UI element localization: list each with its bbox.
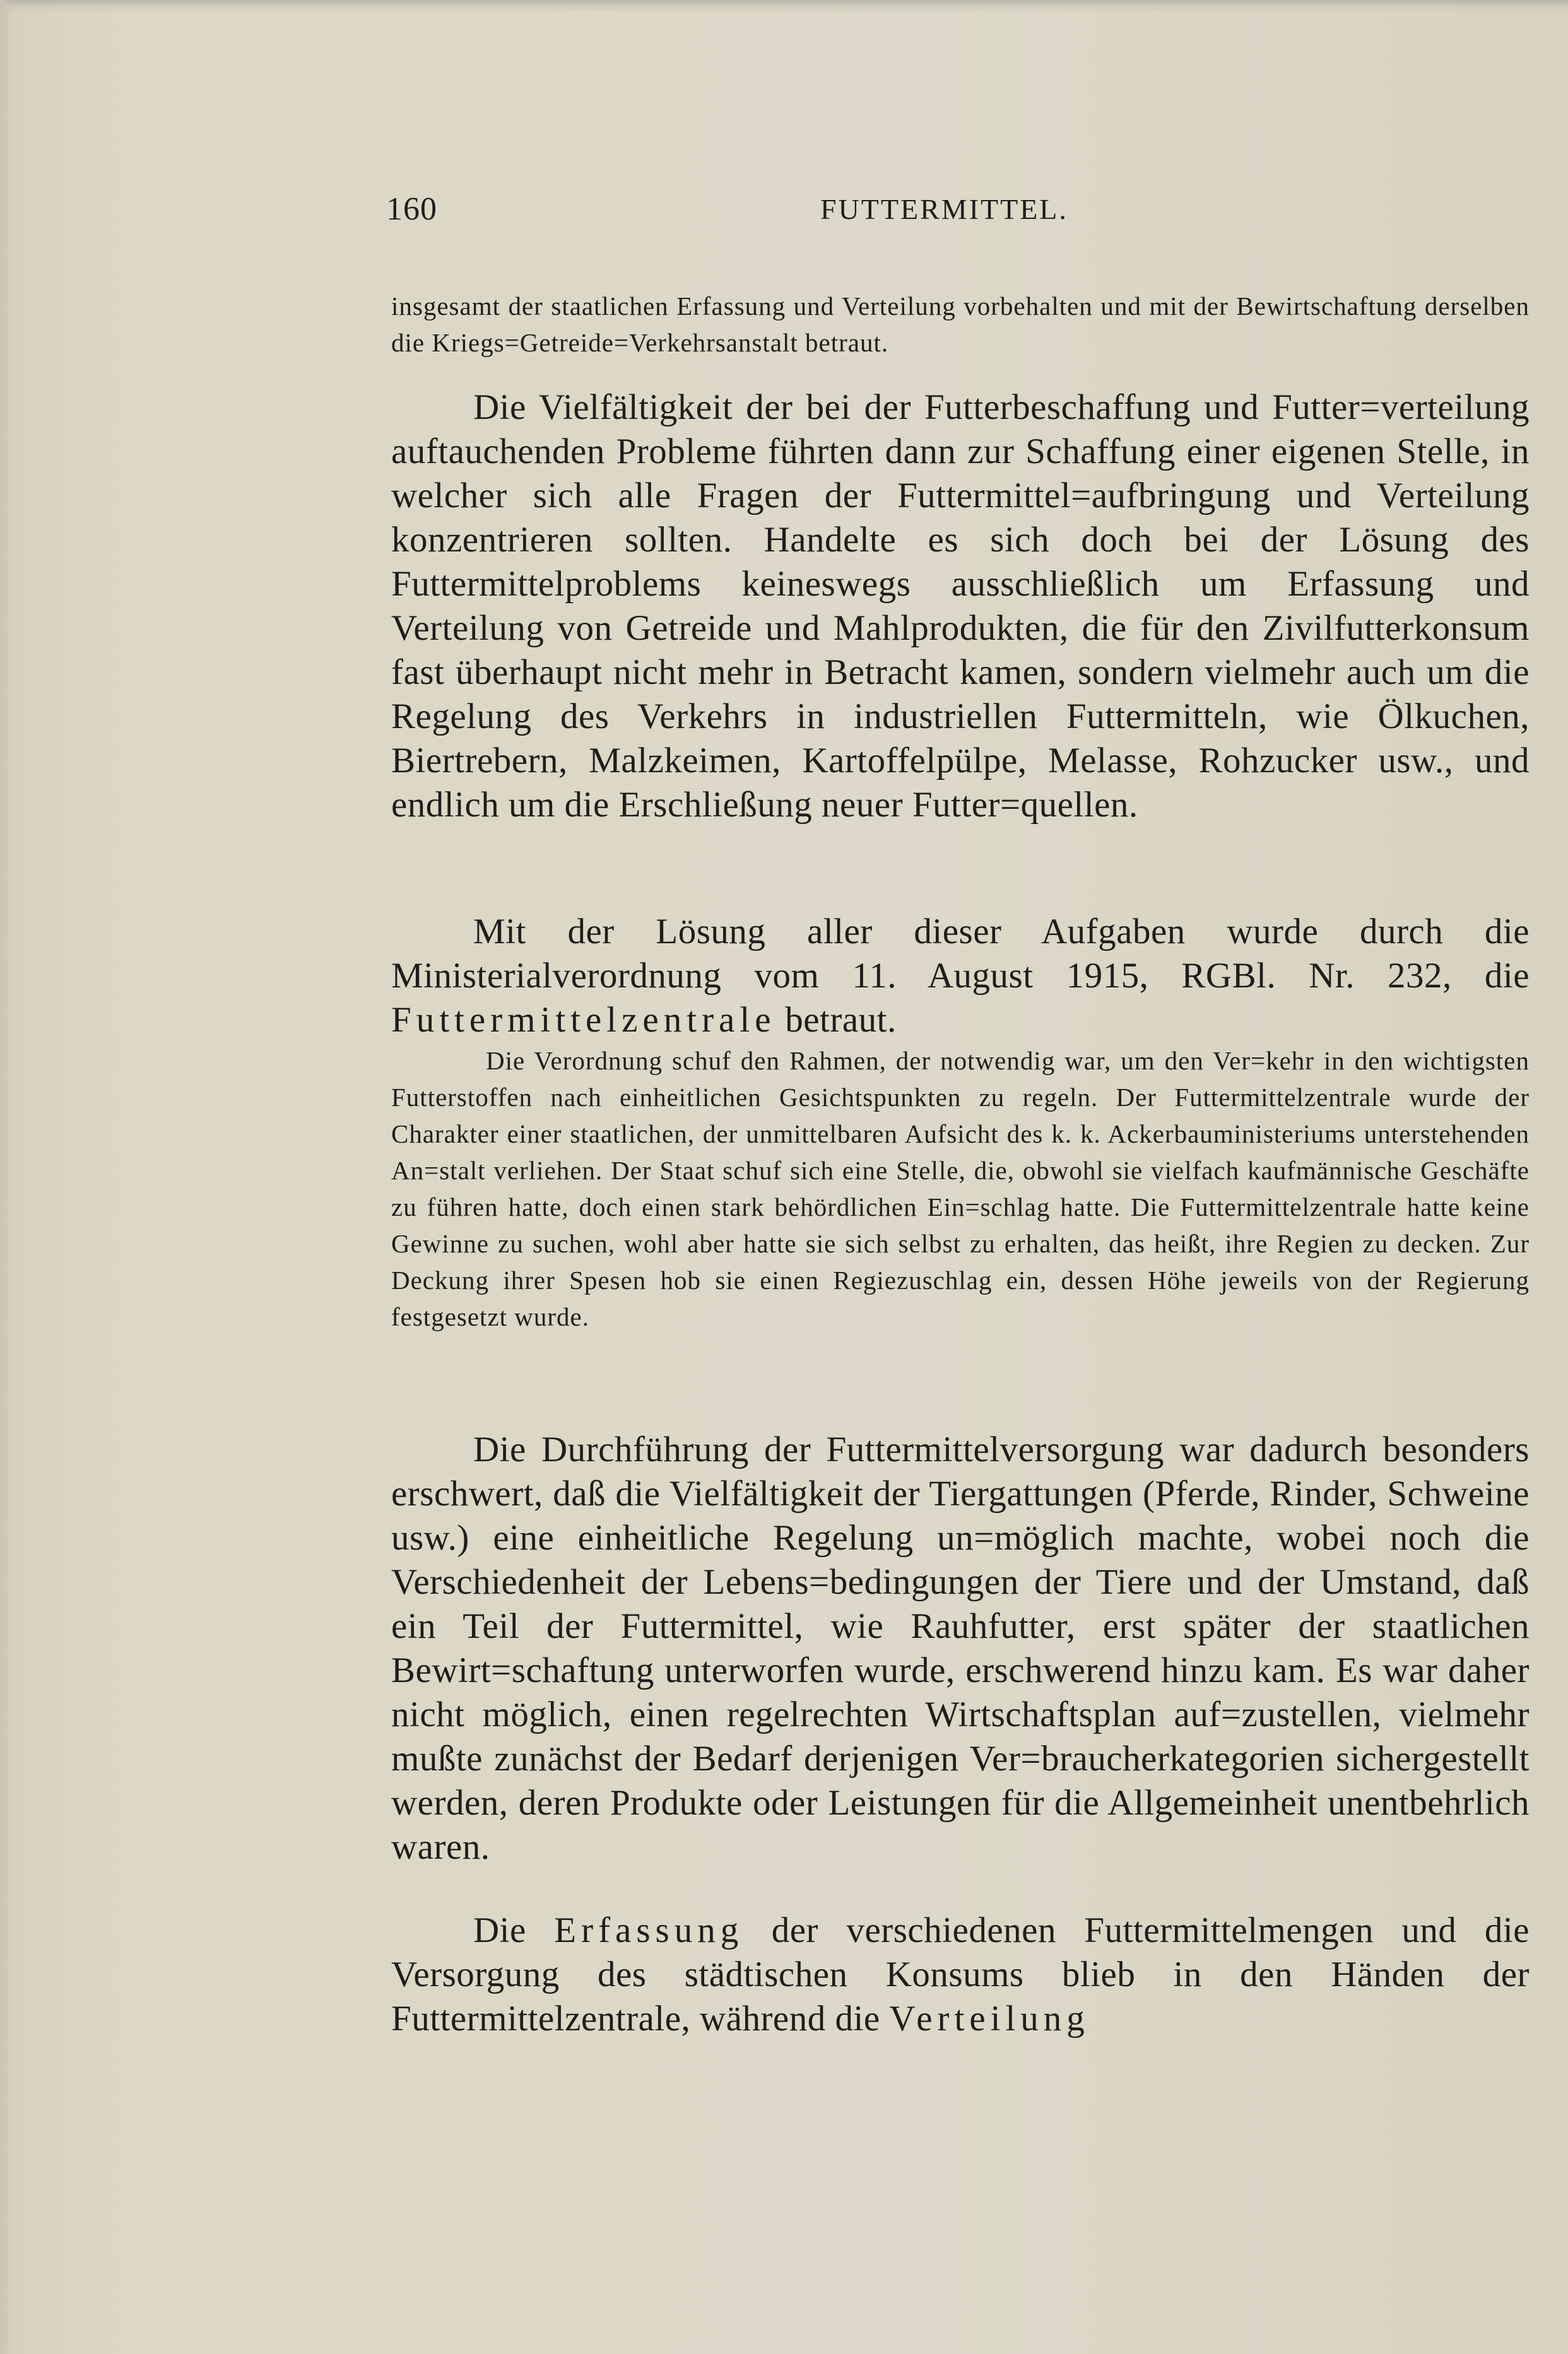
paragraph-2-end: betraut. — [785, 1000, 897, 1040]
page-header — [386, 184, 1535, 235]
body-paragraph-1: Die Vielfältigkeit der bei der Futterbeschaffung und Futter=verteilung auftauchenden Probleme führten dann zur Schaffung einer eigenen Stelle, in welcher sich alle Fragen der Futtermittel=aufbringung und Verteilung konzentrieren sollten. Handelte es sich doch bei der Lösung des Futtermittelproblems keineswegs ausschließlich um Erfassung und Verteilung von Getreide und Mahlprodukten, die für den Zivilfutterkonsum fast überhaupt nicht mehr in Betracht kamen, sondern vielmehr auch um die Regelung des Verkehrs in industriellen Futtermitteln, wie Ölkuchen, Biertrebern, Malzkeimen, Kartoffelpülpe, Melasse, Rohzucker usw., und endlich um die Erschließung neuer Futter=quellen. — [391, 387, 1530, 825]
intro-paragraph: insgesamt der staatlichen Erfassung und Verteilung vorbehalten und mit der Bewirtschaftung derselben die Kriegs=Getreide=Verkehrsanstalt betraut. — [391, 291, 1530, 357]
page-number: 160 — [386, 191, 437, 227]
body-paragraph-2 — [391, 910, 1530, 1042]
spaced-term-erfassung: Erfassung — [554, 1910, 744, 1950]
spaced-term-verteilung: Verteilung — [889, 1999, 1090, 2039]
paragraph-4-middle: der verschiedenen Futtermittelmengen und die Versorgung des städtischen Konsums blieb in den Händen der Futtermittelzentrale, während die — [391, 1910, 1530, 2039]
paragraph-4-start: Die — [473, 1910, 526, 1950]
body-paragraph-3: Die Durchführung der Futtermittelversorgung war dadurch besonders erschwert, daß die Vielfältigkeit der Tiergattungen (Pferde, Rinder, Schweine usw.) eine einheitliche Regelung un=möglich machte, wobei noch die Verschiedenheit der Lebens=bedingungen der Tiere und der Umstand, daß ein Teil der Futtermittel, wie Rauhfutter, erst später der staatlichen Bewirt=schaftung unterworfen wurde, erschwerend hinzu kam. Es war daher nicht möglich, einen regelrechten Wirtschaftsplan auf=zustellen, vielmehr mußte zunächst der Bedarf derjenigen Ver=braucherkategorien sichergestellt werden, deren Produkte oder Leistungen für die Allgemeinheit unentbehrlich waren. — [391, 1430, 1530, 1867]
note-paragraph: Die Verordnung schuf den Rahmen, der notwendig war, um den Ver=kehr in den wichtigsten Futterstoffen nach einheitlichen Gesichtspunkten zu regeln. Der Futtermittelzentrale wurde der Charakter einer staatlichen, der unmittelbaren Aufsicht des k. k. Ackerbauministeriums unterstehenden An=stalt verliehen. Der Staat schuf sich eine Stelle, die, obwohl sie vielfach kaufmännische Geschäfte zu führen hatte, doch einen stark behördlichen Ein=schlag hatte. Die Futtermittelzentrale hatte keine Gewinne zu suchen, wohl aber hatte sie sich selbst zu erhalten, das heißt, ihre Regien zu decken. Zur Deckung ihrer Spesen hob sie einen Regiezuschlag ein, dessen Höhe jeweils von der Regierung festgesetzt wurde. — [391, 1046, 1530, 1331]
page-left-edge — [0, 0, 13, 2354]
running-title: FUTTERMITTEL. — [820, 193, 1068, 225]
page-top-edge — [0, 0, 1568, 13]
paragraph-2-start: Mit der Lösung aller dieser Aufgaben wurde durch die Ministerialverordnung vom 11. August 1915, RGBl. Nr. 232, die — [391, 912, 1530, 996]
spaced-term-futtermittelzentrale: Futtermittelzentrale — [391, 1000, 776, 1040]
body-paragraph-4 — [391, 1909, 1530, 2041]
